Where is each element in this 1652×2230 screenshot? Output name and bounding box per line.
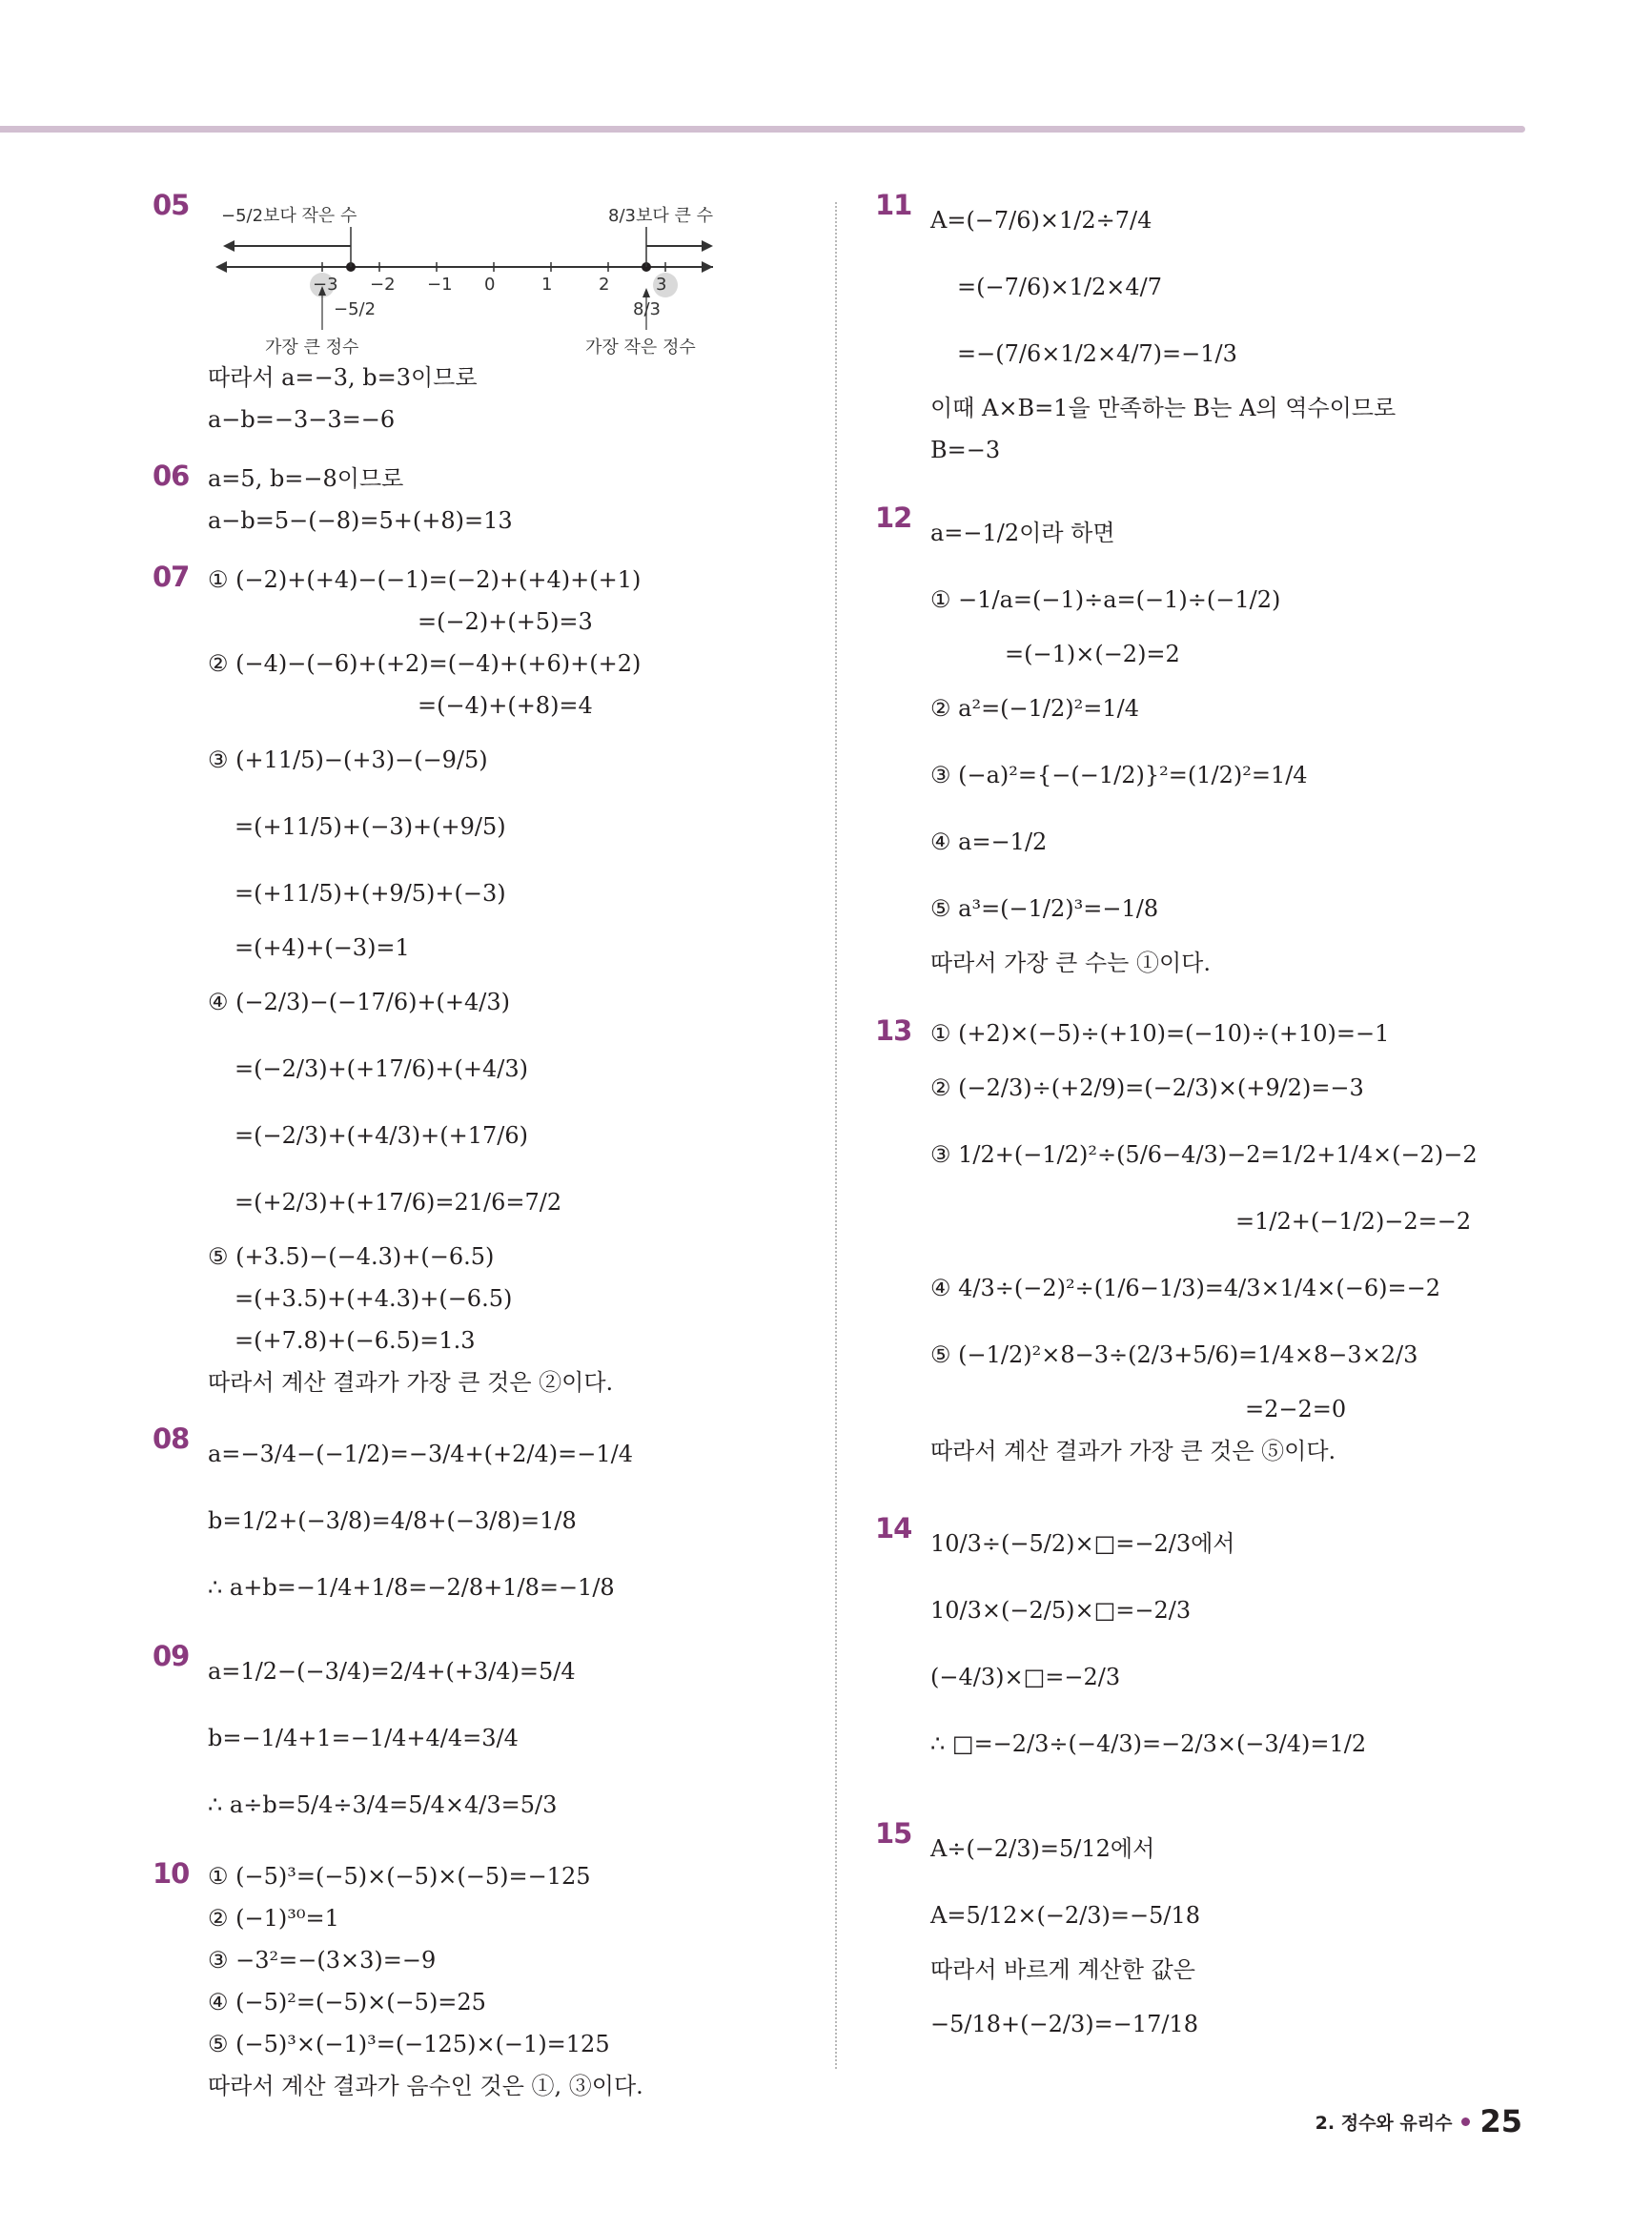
header-rule (0, 126, 1525, 133)
left-range-label: −5/2보다 작은 수 (221, 206, 357, 226)
problem-06 (153, 458, 810, 542)
problem-15 (875, 1815, 1542, 2057)
solution-line: ④ a=−1/2 (930, 829, 1048, 855)
solution-line: A=5/12×(−2/3)=−5/18 (930, 1902, 1201, 1929)
solution-line: =(+7.8)+(−6.5)=1.3 (235, 1327, 476, 1354)
solution-line: ⑤ a³=(−1/2)³=−1/8 (930, 895, 1159, 922)
solution-line: ③ −3²=−(3×3)=−9 (208, 1947, 437, 1974)
problem-number: 08 (153, 1422, 190, 1455)
tick-label: −3 (313, 275, 338, 295)
solution-line: ⑤ (+3.5)−(−4.3)+(−6.5) (208, 1243, 495, 1270)
problem-10 (153, 1855, 810, 2107)
tick-label: 1 (541, 275, 553, 295)
solution-line: ③ (−a)²={−(−1/2)}²=(1/2)²=1/4 (930, 762, 1308, 788)
solution-line: 따라서 바르게 계산한 값은 (930, 1956, 1195, 1983)
range-arrow-head (223, 240, 235, 252)
solution-line: a−b=5−(−8)=5+(+8)=13 (208, 507, 513, 534)
solution-line: a=1/2−(−3/4)=2/4+(+3/4)=5/4 (208, 1658, 576, 1685)
tick-label: 3 (656, 275, 667, 295)
solution-line: =(−4)+(+8)=4 (418, 692, 593, 719)
solution-line: 이때 A×B=1을 만족하는 B는 A의 역수이므로 (930, 395, 1397, 421)
solution-line: a=5, b=−8이므로 (208, 465, 404, 492)
solution-line: −5/18+(−2/3)=−17/18 (930, 2011, 1198, 2037)
solution-line: =(+4)+(−3)=1 (235, 934, 410, 961)
right-caption: 가장 작은 정수 (585, 338, 696, 358)
solution-line: ① −1/a=(−1)÷a=(−1)÷(−1/2) (930, 586, 1281, 613)
pointer-head (642, 288, 650, 297)
problem-number: 09 (153, 1640, 190, 1672)
solution-line: a−b=−3−3=−6 (208, 406, 396, 433)
problem-number: 10 (153, 1857, 190, 1890)
solution-line: 따라서 가장 큰 수는 ①이다. (930, 950, 1211, 976)
solution-line: 따라서 a=−3, b=3이므로 (208, 364, 478, 391)
page-footer (1315, 2103, 1522, 2139)
solution-line: =−(7/6×1/2×4/7)=−1/3 (957, 340, 1237, 367)
problem-05 (153, 187, 810, 440)
solution-line: =1/2+(−1/2)−2=−2 (1235, 1208, 1472, 1235)
number-line-figure (208, 187, 723, 357)
chapter-title: 2. 정수와 유리수 (1315, 2112, 1453, 2134)
solution-line: b=1/2+(−3/8)=4/8+(−3/8)=1/8 (208, 1507, 577, 1534)
axis-arrow-left (215, 261, 227, 273)
problem-12 (875, 500, 1542, 984)
solution-line: (−4/3)×□=−2/3 (930, 1664, 1121, 1690)
solution-line: a=−1/2이라 하면 (930, 520, 1115, 546)
problem-08 (153, 1421, 810, 1621)
bullet-icon (1461, 2117, 1470, 2126)
solution-line: ⑤ (−5)³×(−1)³=(−125)×(−1)=125 (208, 2031, 610, 2057)
right-range-label: 8/3보다 큰 수 (608, 206, 713, 226)
solution-line: ③ (+11/5)−(+3)−(−9/5) (208, 747, 488, 773)
axis-arrow-right (702, 261, 713, 273)
solution-line: ∴ a÷b=5/4÷3/4=5/4×4/3=5/3 (208, 1791, 558, 1818)
solution-line: =(+11/5)+(−3)+(+9/5) (235, 813, 506, 840)
solution-line: =(−1)×(−2)=2 (1005, 641, 1180, 667)
problem-09 (153, 1638, 810, 1838)
solution-line: ① (−2)+(+4)−(−1)=(−2)+(+4)+(+1) (208, 566, 642, 593)
range-arrow-head (702, 240, 713, 252)
problem-number: 15 (875, 1817, 912, 1850)
page-number: 25 (1479, 2103, 1522, 2139)
problem-number: 07 (153, 561, 190, 593)
solution-line: 따라서 계산 결과가 가장 큰 것은 ⑤이다. (930, 1438, 1336, 1464)
solution-line: ∴ a+b=−1/4+1/8=−2/8+1/8=−1/8 (208, 1574, 615, 1601)
solution-line: A÷(−2/3)=5/12에서 (930, 1835, 1155, 1862)
solution-line: 따라서 계산 결과가 가장 큰 것은 ②이다. (208, 1369, 614, 1396)
solution-line: =(−2/3)+(+4/3)+(+17/6) (235, 1122, 528, 1149)
solution-line: ① (−5)³=(−5)×(−5)×(−5)=−125 (208, 1863, 591, 1890)
problem-13 (875, 1013, 1542, 1472)
problem-14 (875, 1510, 1542, 1777)
problem-number: 14 (875, 1512, 912, 1545)
solution-line: =(−7/6)×1/2×4/7 (957, 274, 1163, 300)
solution-line: =(+3.5)+(+4.3)+(−6.5) (235, 1285, 513, 1312)
solution-line: ② (−1)³⁰=1 (208, 1905, 339, 1932)
solution-line: ② a²=(−1/2)²=1/4 (930, 695, 1139, 722)
solution-line: ③ 1/2+(−1/2)²÷(5/6−4/3)−2=1/2+1/4×(−2)−2 (930, 1141, 1478, 1168)
solution-line: ④ (−2/3)−(−17/6)+(+4/3) (208, 989, 511, 1015)
solution-line: B=−3 (930, 437, 1001, 463)
solution-line: ④ 4/3÷(−2)²÷(1/6−1/3)=4/3×1/4×(−6)=−2 (930, 1275, 1440, 1301)
left-column (153, 187, 810, 2124)
problem-07 (153, 559, 810, 1403)
solution-line: =(−2)+(+5)=3 (418, 608, 593, 635)
solution-line: 10/3×(−2/5)×□=−2/3 (930, 1597, 1192, 1624)
tick-label: −1 (427, 275, 453, 295)
solution-line: =(+2/3)+(+17/6)=21/6=7/2 (235, 1189, 562, 1216)
tick-label: 2 (599, 275, 610, 295)
solution-line: A=(−7/6)×1/2÷7/4 (930, 207, 1152, 234)
solution-line: =2−2=0 (1245, 1396, 1347, 1422)
solution-line: ② (−4)−(−6)+(+2)=(−4)+(+6)+(+2) (208, 650, 642, 677)
tick-label: −2 (370, 275, 396, 295)
solution-line: 따라서 계산 결과가 음수인 것은 ①, ③이다. (208, 2073, 643, 2099)
left-caption: 가장 큰 정수 (265, 338, 359, 358)
problem-number: 11 (875, 189, 912, 221)
problem-number: 13 (875, 1014, 912, 1047)
problem-11 (875, 187, 1542, 471)
problem-number: 05 (153, 189, 190, 221)
solution-line: ∴ □=−2/3÷(−4/3)=−2/3×(−3/4)=1/2 (930, 1730, 1367, 1757)
problem-number: 06 (153, 460, 190, 492)
solution-line: ⑤ (−1/2)²×8−3÷(2/3+5/6)=1/4×8−3×2/3 (930, 1341, 1418, 1368)
problem-number: 12 (875, 501, 912, 534)
right-column (875, 187, 1542, 2075)
tick-label: 0 (484, 275, 496, 295)
solution-line: a=−3/4−(−1/2)=−3/4+(+2/4)=−1/4 (208, 1441, 633, 1467)
column-divider (835, 202, 837, 2069)
solution-line: b=−1/4+1=−1/4+4/4=3/4 (208, 1725, 519, 1751)
solution-line: =(+11/5)+(+9/5)+(−3) (235, 880, 506, 907)
solution-line: ④ (−5)²=(−5)×(−5)=25 (208, 1989, 486, 2015)
solution-line: =(−2/3)+(+17/6)+(+4/3) (235, 1055, 528, 1082)
solution-line: ① (+2)×(−5)÷(+10)=(−10)÷(+10)=−1 (930, 1020, 1390, 1047)
left-point-label: −5/2 (334, 299, 377, 319)
solution-line: 10/3÷(−5/2)×□=−2/3에서 (930, 1530, 1235, 1557)
solution-line: ② (−2/3)÷(+2/9)=(−2/3)×(+9/2)=−3 (930, 1074, 1364, 1101)
right-point-label: 8/3 (633, 299, 661, 319)
